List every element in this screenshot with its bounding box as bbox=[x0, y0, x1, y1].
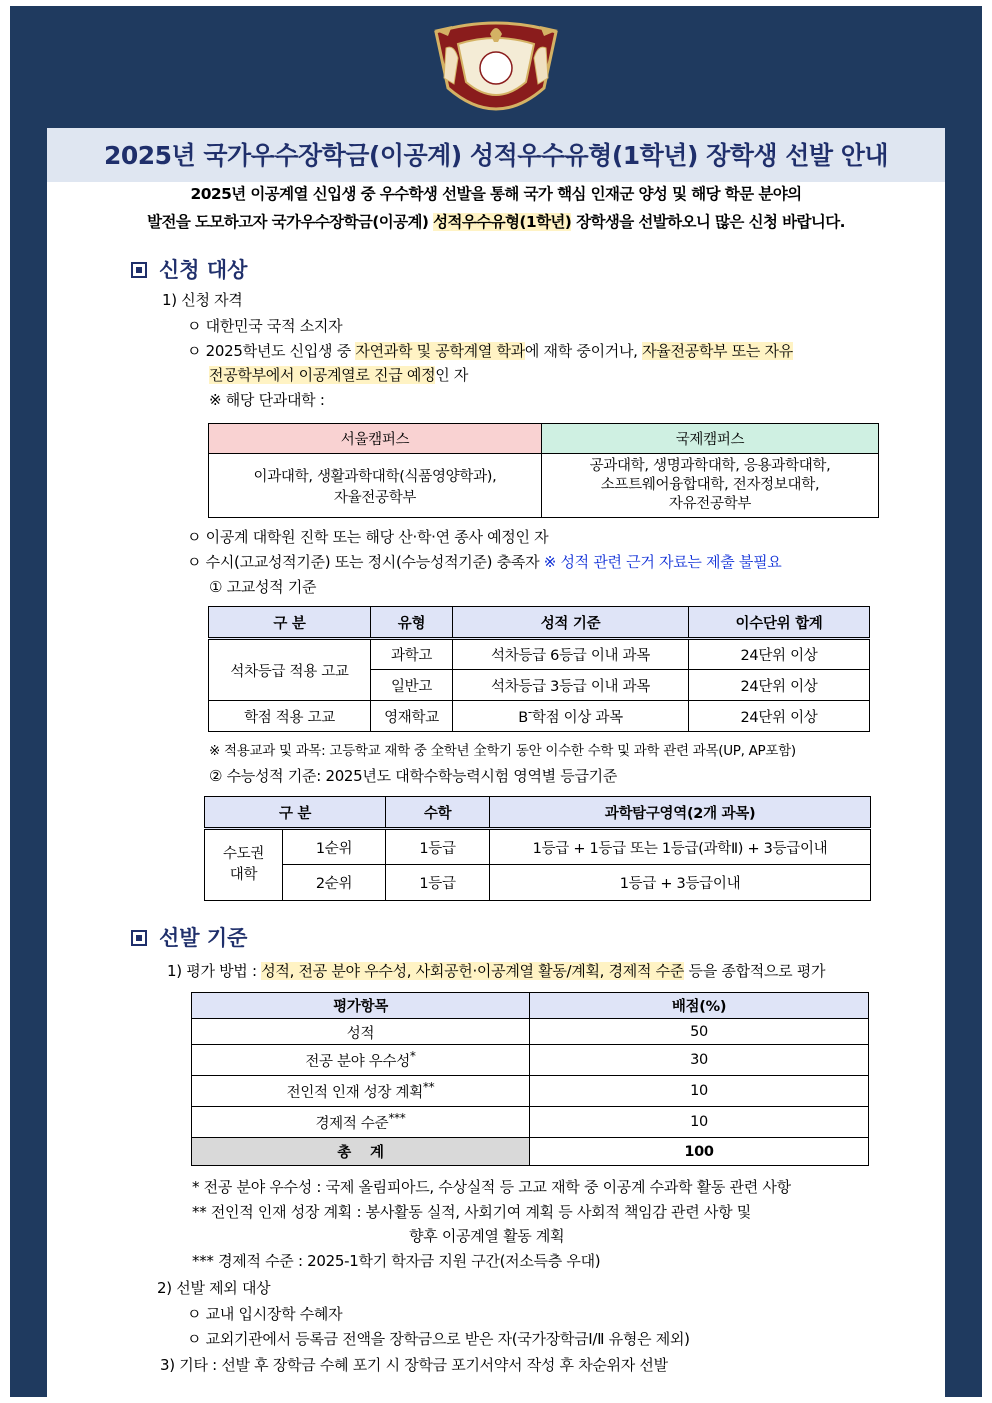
eval-score-cell: 30 bbox=[530, 1045, 869, 1076]
csat-math-cell: 1등급 bbox=[386, 865, 490, 901]
eval-score-cell: 50 bbox=[530, 1019, 869, 1045]
eval-score-cell: 10 bbox=[530, 1107, 869, 1138]
footnote-2: ** 전인적 인재 성장 계획 : 봉사활동 실적, 사회기여 계획 등 사회적 책임감 관련 사항 및 bbox=[192, 1203, 751, 1221]
hs-criteria-label: ① 고교성적 기준 bbox=[209, 578, 317, 596]
campus-header-international: 국제캠퍼스 bbox=[542, 424, 879, 454]
bullet-graduate: ㅇ 이공계 대학원 진학 또는 해당 산·학·연 종사 예정인 자 bbox=[187, 528, 549, 546]
text-part: ㅇ 수시(고교성적기준) 또는 정시(수능성적기준) 충족자 bbox=[187, 553, 544, 571]
section-heading-text: 선발 기준 bbox=[159, 926, 248, 950]
hs-criteria-cell bbox=[453, 701, 689, 732]
hs-units-cell: 24단위 이상 bbox=[689, 639, 870, 670]
exclusion-heading: 2) 선발 제외 대상 bbox=[157, 1279, 271, 1297]
hs-group-cell: 석차등급 적용 고교 bbox=[209, 639, 371, 701]
footnote-mark: ** bbox=[422, 1080, 435, 1095]
csat-group-cell bbox=[205, 829, 283, 901]
csat-header: 구 분 bbox=[205, 797, 386, 829]
exclusion-2: ㅇ 교외기관에서 등록금 전액을 장학금으로 받은 자(국가장학금Ⅰ/Ⅱ 유형은 제외) bbox=[187, 1330, 690, 1348]
evaluation-table bbox=[191, 992, 869, 1166]
csat-rank-cell: 2순위 bbox=[283, 865, 386, 901]
text-part: ㅇ 2025학년도 신입생 중 bbox=[187, 342, 356, 360]
campus-cell-international bbox=[542, 454, 879, 518]
page-title: 2025년 국가우수장학금(이공계) 성적우수유형(1학년) 장학생 선발 안내 bbox=[47, 128, 945, 182]
highlight-text: 전공학부에서 이공계열로 진급 예정 bbox=[209, 366, 436, 384]
campus-cell-seoul bbox=[209, 454, 542, 518]
eval-header: 평가항목 bbox=[192, 993, 530, 1019]
intro-text-part: 장학생을 선발하오니 많은 신청 바랍니다. bbox=[571, 213, 845, 231]
footnote-mark: *** bbox=[388, 1111, 406, 1126]
csat-rank-cell: 1순위 bbox=[283, 829, 386, 865]
eval-total-cell: 100 bbox=[530, 1138, 869, 1166]
bullet-admission bbox=[187, 550, 781, 574]
section-heading-eligibility bbox=[131, 254, 247, 284]
hs-criteria-cell: 석차등급 6등급 이내 과목 bbox=[453, 639, 689, 670]
hs-header: 성적 기준 bbox=[453, 607, 689, 639]
intro-highlight: 성적우수유형(1학년) bbox=[433, 213, 572, 231]
hs-header: 유형 bbox=[371, 607, 453, 639]
text-part: 에 재학 중이거나, bbox=[524, 342, 643, 360]
university-emblem-icon bbox=[428, 18, 564, 122]
section-heading-text: 신청 대상 bbox=[159, 258, 248, 282]
highlight-text: 자율전공학부 또는 자유 bbox=[642, 342, 793, 360]
eval-total-label: 총 계 bbox=[192, 1138, 530, 1166]
campus-header-seoul: 서울캠퍼스 bbox=[209, 424, 542, 454]
highlight-text: 성적, 전공 분야 우수성, 사회공헌·이공계열 활동/계획, 경제적 수준 bbox=[261, 962, 685, 980]
other-note: 3) 기타 : 선발 후 장학금 수혜 포기 시 장학금 포기서약서 작성 후 차순위자 선발 bbox=[160, 1356, 668, 1374]
hs-type-cell: 과학고 bbox=[371, 639, 453, 670]
exclusion-1: ㅇ 교내 입시장학 수혜자 bbox=[187, 1305, 343, 1323]
cell-line: 자율전공학부 bbox=[333, 489, 417, 506]
eval-item-cell bbox=[192, 1076, 530, 1107]
checkbox-square-icon bbox=[131, 262, 147, 278]
hs-header: 이수단위 합계 bbox=[689, 607, 870, 639]
csat-criteria-table bbox=[204, 796, 871, 901]
cell-line: 대학 bbox=[229, 867, 258, 883]
hs-criteria-cell: 석차등급 3등급 이내 과목 bbox=[453, 670, 689, 701]
hs-criteria-note: ※ 적용교과 및 과목: 고등학교 재학 중 全학년 全학기 동안 이수한 수학 및 과학 관련 과목(UP, AP포함) bbox=[209, 743, 796, 759]
intro-line-2 bbox=[47, 208, 945, 236]
grade-minus-sup: - bbox=[527, 705, 532, 720]
bullet-freshman-cont bbox=[209, 363, 468, 387]
csat-header: 과학탐구영역(2개 과목) bbox=[490, 797, 871, 829]
hs-units-cell: 24단위 이상 bbox=[689, 670, 870, 701]
text-part: 전인적 인재 성장 계획 bbox=[286, 1084, 423, 1101]
text-part: B bbox=[518, 709, 528, 726]
hs-header: 구 분 bbox=[209, 607, 371, 639]
text-part: 1) 평가 방법 : bbox=[167, 962, 262, 980]
csat-math-cell: 1등급 bbox=[386, 829, 490, 865]
text-part: 등을 종합적으로 평가 bbox=[684, 962, 826, 980]
cell-line: 이과대학, 생활과학대학(식품영양학과), bbox=[253, 468, 497, 485]
eval-item-cell bbox=[192, 1019, 530, 1045]
footnote-mark: * bbox=[409, 1049, 416, 1064]
eval-score-cell: 10 bbox=[530, 1076, 869, 1107]
hs-group-cell: 학점 적용 고교 bbox=[209, 701, 371, 732]
footnote-3: *** 경제적 수준 : 2025-1학기 학자금 지원 구간(저소득층 우대) bbox=[192, 1252, 601, 1270]
csat-criteria-label: ② 수능성적 기준: 2025년도 대학수학능력시험 영역별 등급기준 bbox=[209, 767, 618, 785]
text-part: 성적 bbox=[346, 1025, 375, 1042]
intro-line-1: 2025년 이공계열 신입생 중 우수학생 선발을 통해 국가 핵심 인재군 양성 및 해당 학문 분야의 bbox=[190, 185, 802, 203]
text-part: 전공 분야 우수성 bbox=[305, 1053, 410, 1070]
notice-page bbox=[47, 128, 945, 1397]
campus-table bbox=[208, 423, 879, 518]
cell-line: 자유전공학부 bbox=[668, 496, 752, 512]
bullet-nationality: ㅇ 대한민국 국적 소지자 bbox=[187, 317, 343, 335]
hs-criteria-table bbox=[208, 606, 870, 732]
cell-line: 소프트웨어융합대학, 전자정보대학, bbox=[600, 477, 820, 493]
eval-header: 배점(%) bbox=[530, 993, 869, 1019]
hs-type-cell: 영재학교 bbox=[371, 701, 453, 732]
eval-method bbox=[167, 959, 825, 983]
eval-item-cell bbox=[192, 1045, 530, 1076]
highlight-text: 자연과학 및 공학계열 학과 bbox=[355, 342, 525, 360]
blue-note: ※ 성적 관련 근거 자료는 제출 불필요 bbox=[543, 553, 782, 571]
cell-line: 수도권 bbox=[222, 846, 265, 862]
hs-type-cell: 일반고 bbox=[371, 670, 453, 701]
intro-text-part: 발전을 도모하고자 국가우수장학금(이공계) bbox=[147, 213, 434, 231]
bullet-freshman bbox=[187, 339, 793, 363]
note-colleges: ※ 해당 단과대학 : bbox=[209, 391, 325, 409]
text-part: 학점 이상 과목 bbox=[531, 709, 623, 726]
hs-units-cell: 24단위 이상 bbox=[689, 701, 870, 732]
csat-science-cell: 1등급 + 3등급이내 bbox=[490, 865, 871, 901]
eval-item-cell bbox=[192, 1107, 530, 1138]
text-part: 인 자 bbox=[435, 366, 469, 384]
checkbox-square-icon bbox=[131, 930, 147, 946]
sub-heading-qualification: 1) 신청 자격 bbox=[162, 291, 243, 309]
csat-header: 수학 bbox=[386, 797, 490, 829]
text-part: 경제적 수준 bbox=[315, 1115, 389, 1132]
section-heading-criteria bbox=[131, 922, 247, 952]
csat-science-cell: 1등급 + 1등급 또는 1등급(과학Ⅱ) + 3등급이내 bbox=[490, 829, 871, 865]
intro-text bbox=[47, 180, 945, 236]
footnote-2-cont: 향후 이공계열 활동 계획 bbox=[409, 1227, 565, 1245]
footnote-1: * 전공 분야 우수성 : 국제 올림피아드, 수상실적 등 고교 재학 중 이공계 수과학 활동 관련 사항 bbox=[192, 1178, 791, 1196]
cell-line: 공과대학, 생명과학대학, 응용과학대학, bbox=[589, 458, 831, 474]
